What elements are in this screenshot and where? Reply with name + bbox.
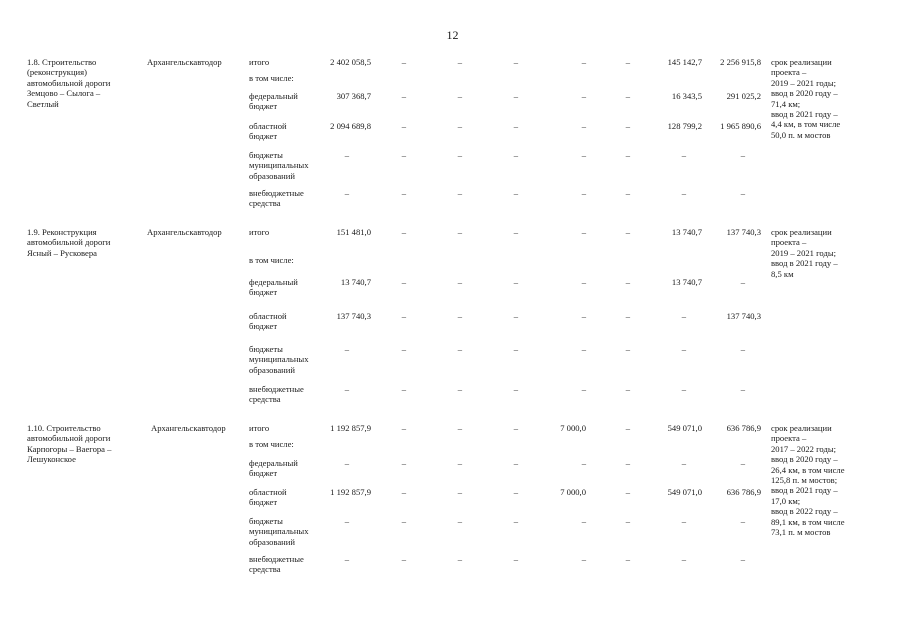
funding-value-cell: –	[625, 277, 630, 287]
funding-value-cell: –	[344, 458, 349, 468]
funding-value-cell: –	[513, 423, 518, 433]
funding-value-cell: 1 192 857,9	[330, 423, 371, 433]
funding-source-label: областной бюджет	[249, 311, 287, 332]
funding-value-cell: –	[681, 150, 686, 160]
project-executor: Архангельскавтодор	[151, 423, 226, 433]
funding-value-cell: –	[344, 554, 349, 564]
funding-value-cell: –	[457, 487, 462, 497]
funding-source-label: бюджеты муниципальных образований	[249, 344, 309, 375]
funding-value-cell: –	[457, 91, 462, 101]
funding-source-label: федеральный бюджет	[249, 277, 298, 298]
funding-source-label: внебюджетные средства	[249, 384, 304, 405]
funding-value-cell: –	[625, 516, 630, 526]
funding-value-cell: –	[581, 458, 586, 468]
funding-value-cell: –	[457, 458, 462, 468]
funding-value-cell: –	[344, 150, 349, 160]
funding-value-cell: –	[625, 458, 630, 468]
funding-value-cell: –	[581, 311, 586, 321]
funding-source-label: в том числе:	[249, 439, 294, 449]
funding-value-cell: –	[401, 554, 406, 564]
funding-value-cell: 549 071,0	[667, 487, 702, 497]
project-executor: Архангельскавтодор	[147, 57, 222, 67]
funding-value-cell: –	[625, 227, 630, 237]
funding-value-cell: –	[740, 150, 745, 160]
funding-value-cell: –	[581, 344, 586, 354]
funding-source-label: в том числе:	[249, 255, 294, 265]
funding-value-cell: –	[457, 57, 462, 67]
funding-value-cell: 145 142,7	[667, 57, 702, 67]
funding-value-cell: –	[581, 121, 586, 131]
funding-value-cell: –	[401, 277, 406, 287]
project-note: срок реализации проекта – 2017 – 2022 годы; ввод в 2020 году – 26,4 км, в том числе 125,8 п. м мостов; ввод в 2021 году – 17,0 км; ввод в 2022 году – 89,1 км, в том числе 73,1 п. м мостов	[771, 423, 845, 538]
funding-value-cell: –	[513, 121, 518, 131]
funding-value-cell: –	[681, 344, 686, 354]
funding-value-cell: –	[625, 554, 630, 564]
funding-value-cell: –	[457, 227, 462, 237]
funding-value-cell: –	[681, 516, 686, 526]
funding-source-label: итого	[249, 423, 270, 433]
funding-value-cell: –	[457, 277, 462, 287]
funding-value-cell: –	[401, 91, 406, 101]
funding-source-label: федеральный бюджет	[249, 458, 298, 479]
funding-value-cell: –	[457, 311, 462, 321]
funding-source-label: в том числе:	[249, 73, 294, 83]
funding-source-label: итого	[249, 57, 270, 67]
funding-value-cell: –	[581, 384, 586, 394]
funding-value-cell: –	[513, 57, 518, 67]
funding-value-cell: –	[740, 516, 745, 526]
funding-value-cell: –	[401, 188, 406, 198]
funding-value-cell: –	[513, 188, 518, 198]
funding-value-cell: 549 071,0	[667, 423, 702, 433]
funding-value-cell: –	[457, 423, 462, 433]
funding-value-cell: –	[401, 423, 406, 433]
funding-value-cell: –	[581, 150, 586, 160]
funding-value-cell: –	[681, 458, 686, 468]
funding-value-cell: –	[740, 554, 745, 564]
funding-value-cell: –	[740, 277, 745, 287]
funding-value-cell: 2 256 915,8	[720, 57, 761, 67]
funding-value-cell: –	[513, 554, 518, 564]
funding-value-cell: –	[401, 458, 406, 468]
funding-value-cell: –	[457, 554, 462, 564]
funding-value-cell: 137 740,3	[726, 227, 761, 237]
funding-value-cell: 636 786,9	[726, 423, 761, 433]
funding-value-cell: –	[401, 150, 406, 160]
funding-value-cell: –	[513, 277, 518, 287]
funding-value-cell: 7 000,0	[560, 423, 586, 433]
funding-value-cell: –	[740, 458, 745, 468]
funding-value-cell: –	[513, 487, 518, 497]
funding-value-cell: –	[457, 384, 462, 394]
funding-value-cell: –	[457, 344, 462, 354]
funding-source-label: федеральный бюджет	[249, 91, 298, 112]
funding-source-label: внебюджетные средства	[249, 554, 304, 575]
funding-value-cell: –	[457, 121, 462, 131]
funding-value-cell: 1 965 890,6	[720, 121, 761, 131]
funding-source-label: областной бюджет	[249, 121, 287, 142]
funding-value-cell: –	[513, 344, 518, 354]
funding-value-cell: –	[513, 91, 518, 101]
funding-value-cell: –	[344, 516, 349, 526]
funding-value-cell: –	[581, 227, 586, 237]
funding-value-cell: –	[625, 344, 630, 354]
funding-value-cell: –	[681, 384, 686, 394]
funding-value-cell: 13 740,7	[671, 277, 702, 287]
funding-value-cell: –	[513, 458, 518, 468]
funding-value-cell: –	[401, 57, 406, 67]
funding-value-cell: –	[625, 423, 630, 433]
funding-value-cell: –	[513, 150, 518, 160]
funding-value-cell: –	[457, 188, 462, 198]
page-number: 12	[446, 28, 459, 42]
funding-value-cell: 151 481,0	[336, 227, 371, 237]
funding-value-cell: –	[401, 516, 406, 526]
funding-value-cell: 2 402 058,5	[330, 57, 371, 67]
funding-value-cell: –	[625, 91, 630, 101]
funding-source-label: бюджеты муниципальных образований	[249, 516, 309, 547]
funding-value-cell: –	[401, 311, 406, 321]
project-title: 1.9. Реконструкция автомобильной дороги Ясный – Русковера	[27, 227, 111, 258]
funding-value-cell: –	[681, 311, 686, 321]
funding-value-cell: –	[581, 188, 586, 198]
funding-value-cell: 1 192 857,9	[330, 487, 371, 497]
funding-value-cell: –	[513, 227, 518, 237]
funding-value-cell: –	[401, 227, 406, 237]
funding-value-cell: –	[581, 516, 586, 526]
funding-source-label: итого	[249, 227, 270, 237]
funding-value-cell: 291 025,2	[726, 91, 761, 101]
funding-value-cell: –	[401, 384, 406, 394]
funding-value-cell: –	[344, 188, 349, 198]
project-note: срок реализации проекта – 2019 – 2021 годы; ввод в 2020 году – 71,4 км; ввод в 2021 году – 4,4 км, в том числе 50,0 п. м мостов	[771, 57, 841, 140]
funding-value-cell: –	[581, 277, 586, 287]
funding-value-cell: –	[625, 311, 630, 321]
funding-value-cell: –	[681, 554, 686, 564]
funding-value-cell: 7 000,0	[560, 487, 586, 497]
funding-source-label: бюджеты муниципальных образований	[249, 150, 309, 181]
funding-value-cell: 137 740,3	[726, 311, 761, 321]
funding-value-cell: 16 343,5	[671, 91, 702, 101]
project-title: 1.8. Строительство (реконструкция) автомобильной дороги Земцово – Сылога – Светлый	[27, 57, 111, 109]
funding-value-cell: 137 740,3	[336, 311, 371, 321]
funding-value-cell: –	[625, 188, 630, 198]
funding-value-cell: –	[457, 516, 462, 526]
funding-value-cell: –	[344, 344, 349, 354]
funding-value-cell: –	[581, 91, 586, 101]
funding-value-cell: 2 094 689,8	[330, 121, 371, 131]
funding-source-label: областной бюджет	[249, 487, 287, 508]
funding-value-cell: –	[581, 57, 586, 67]
funding-value-cell: –	[401, 344, 406, 354]
funding-value-cell: –	[740, 344, 745, 354]
project-executor: Архангельскавтодор	[147, 227, 222, 237]
funding-value-cell: –	[625, 121, 630, 131]
funding-value-cell: 13 740,7	[671, 227, 702, 237]
funding-value-cell: –	[740, 188, 745, 198]
funding-value-cell: 128 799,2	[667, 121, 702, 131]
funding-value-cell: –	[625, 57, 630, 67]
funding-value-cell: 307 368,7	[336, 91, 371, 101]
funding-value-cell: –	[513, 516, 518, 526]
funding-value-cell: –	[513, 311, 518, 321]
funding-value-cell: –	[401, 487, 406, 497]
project-note: срок реализации проекта – 2019 – 2021 годы; ввод в 2021 году – 8,5 км	[771, 227, 838, 279]
funding-value-cell: –	[344, 384, 349, 394]
funding-value-cell: –	[625, 150, 630, 160]
funding-source-label: внебюджетные средства	[249, 188, 304, 209]
funding-value-cell: 636 786,9	[726, 487, 761, 497]
funding-value-cell: 13 740,7	[340, 277, 371, 287]
funding-value-cell: –	[740, 384, 745, 394]
funding-value-cell: –	[401, 121, 406, 131]
funding-value-cell: –	[513, 384, 518, 394]
project-title: 1.10. Строительство автомобильной дороги Карпогоры – Ваегора – Лешуконское	[27, 423, 112, 465]
funding-value-cell: –	[625, 384, 630, 394]
funding-value-cell: –	[581, 554, 586, 564]
funding-value-cell: –	[625, 487, 630, 497]
funding-value-cell: –	[681, 188, 686, 198]
funding-value-cell: –	[457, 150, 462, 160]
